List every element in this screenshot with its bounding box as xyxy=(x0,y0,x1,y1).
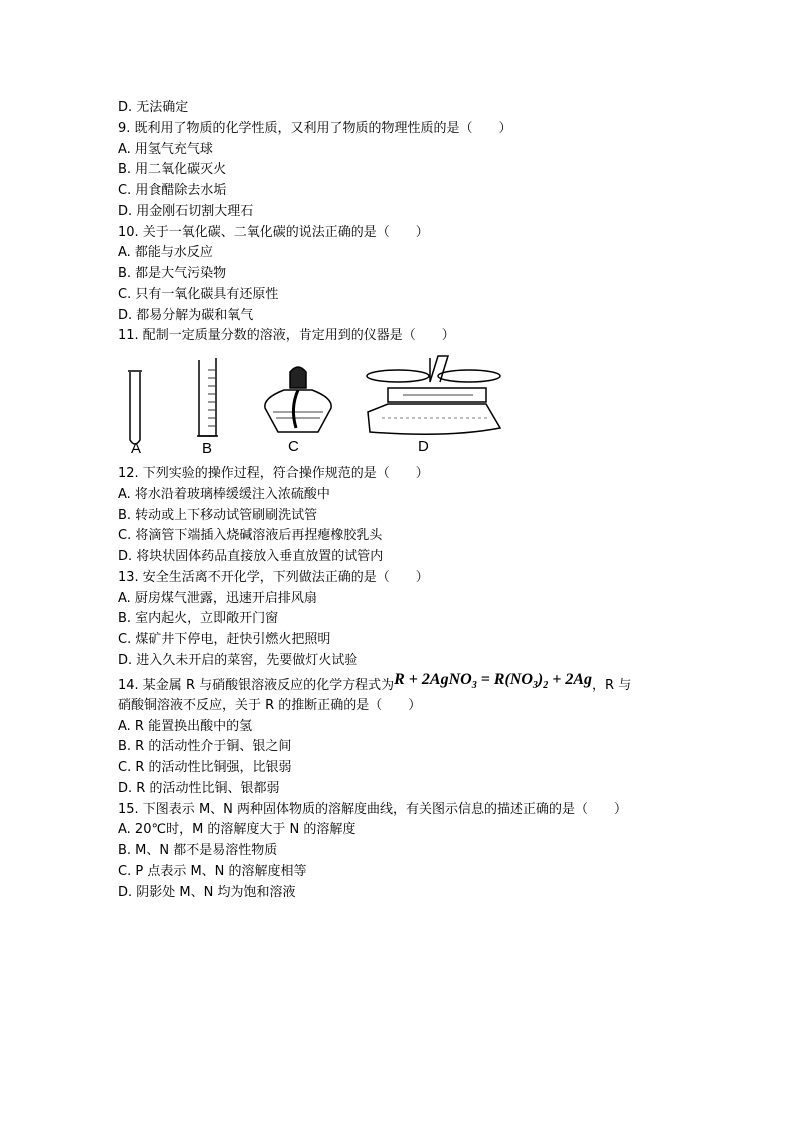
questions-12-13 xyxy=(118,464,678,672)
option-9c: C. 用食醋除去水垢 xyxy=(118,183,227,198)
question-14-line2: 硝酸铜溶液不反应，关于 R 的推断正确的是（ ） xyxy=(118,697,422,713)
graduated-cylinder-drawing xyxy=(197,358,218,436)
alcohol-lamp-drawing xyxy=(265,367,331,432)
option-10c: C. 只有一氧化碳具有还原性 xyxy=(118,286,279,302)
figure-label-d: D xyxy=(418,438,429,455)
question-15: 15. 下图表示 M、N 两种固体物质的溶解度曲线，有关图示信息的描述正确的是（ ） xyxy=(118,801,628,817)
option-14c: C. R 的活动性比铜强，比银弱 xyxy=(118,760,292,775)
option-13d: D. 进入久未开启的菜窖，先要做灯火试验 xyxy=(118,652,358,668)
question-13: 13. 安全生活离不开化学，下列做法正确的是（ ） xyxy=(118,569,429,585)
option-12b: B. 转动或上下移动试管刷刷洗试管 xyxy=(118,507,318,523)
figure-label-a: A xyxy=(131,440,142,457)
option-15c: C. P 点表示 M、N 的溶解度相等 xyxy=(118,863,307,879)
question-14-prefix: 14. 某金属 R 与硝酸银溶液反应的化学方程式为 xyxy=(118,678,395,693)
option-12d: D. 将块状固体药品直接放入垂直放置的试管内 xyxy=(118,549,384,564)
question-10: 10. 关于一氧化碳、二氧化碳的说法正确的是（ ） xyxy=(118,224,429,240)
option-13b: B. 室内起火，立即敞开门窗 xyxy=(118,611,279,627)
option-9b: B. 用二氧化碳灭火 xyxy=(118,162,227,178)
option-8d: D. 无法确定 xyxy=(118,100,189,115)
option-10d: D. 都易分解为碳和氧气 xyxy=(118,307,254,323)
balance-drawing xyxy=(367,356,500,434)
instrument-drawings xyxy=(118,348,518,466)
option-10b: B. 都是大气污染物 xyxy=(118,266,227,281)
question-9: 9. 既利用了物质的化学性质，又利用了物质的物理性质的是（ ） xyxy=(118,120,512,136)
test-tube-drawing xyxy=(128,371,142,444)
option-13c: C. 煤矿井下停电，赶快引燃火把照明 xyxy=(118,632,331,647)
option-14d: D. R 的活动性比铜、银都弱 xyxy=(118,780,280,796)
question-11: 11. 配制一定质量分数的溶液，肯定用到的仪器是（ ） xyxy=(118,328,455,344)
option-15d: D. 阴影处 M、N 均为饱和溶液 xyxy=(118,884,296,900)
option-14b: B. R 的活动性介于铜、银之间 xyxy=(118,739,292,755)
questions-9-11 xyxy=(118,98,678,347)
option-13a: A. 厨房煤气泄露，迅速开启排风扇 xyxy=(118,590,317,606)
option-14a: A. R 能置换出酸中的氢 xyxy=(118,718,253,734)
questions-14-15 xyxy=(118,671,698,903)
option-12c: C. 将滴管下端插入烧碱溶液后再捏瘪橡胶乳头 xyxy=(118,528,383,544)
question-14-suffix: ，R 与 xyxy=(592,678,632,693)
figure-label-c: C xyxy=(288,438,299,455)
chemical-equation: R + 2AgNO$_3$ = $R(NO_3)_2 + 2Ag$ xyxy=(394,671,593,692)
option-9a: A. 用氢气充气球 xyxy=(118,141,213,157)
option-9d: D. 用金刚石切割大理石 xyxy=(118,203,254,219)
option-10a: A. 都能与水反应 xyxy=(118,245,213,261)
figure-label-b: B xyxy=(202,440,213,457)
question-14 xyxy=(118,671,698,696)
option-15a: A. 20℃时，M 的溶解度大于 N 的溶解度 xyxy=(118,822,356,838)
option-12a: A. 将水沿着玻璃棒缓缓注入浓硫酸中 xyxy=(118,486,330,502)
instrument-figure xyxy=(118,348,518,466)
option-15b: B. M、N 都不是易溶性物质 xyxy=(118,843,278,858)
question-12: 12. 下列实验的操作过程，符合操作规范的是（ ） xyxy=(118,466,429,481)
